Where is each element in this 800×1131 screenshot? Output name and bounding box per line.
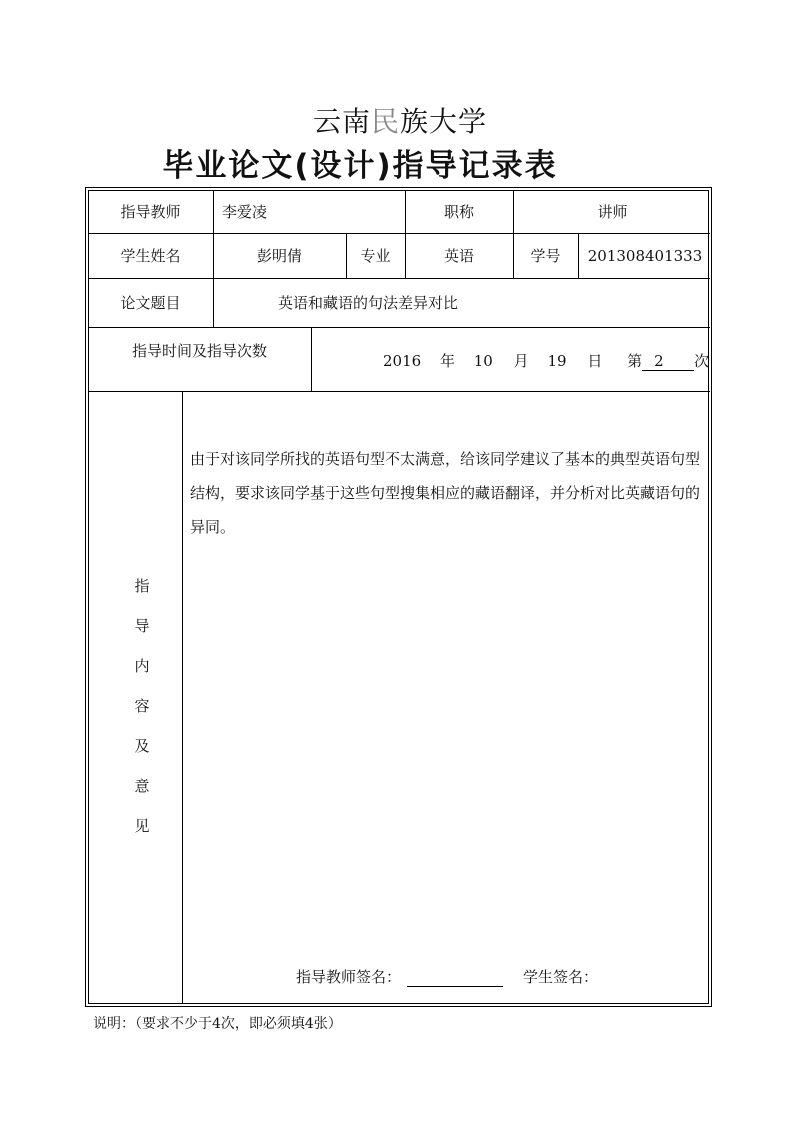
content-label-char: 意 <box>134 777 150 795</box>
column-divider <box>182 391 183 1004</box>
rank-value: 讲师 <box>597 203 628 221</box>
year-value: 2016 <box>383 352 422 370</box>
advisor-signature-label: 指导教师签名： <box>296 968 402 986</box>
advisor-value: 李爱凌 <box>222 203 268 221</box>
time-count-label: 指导时间及指导次数 <box>131 341 267 360</box>
major-value: 英语 <box>443 247 474 265</box>
student-id-label: 学号 <box>530 247 561 265</box>
month-value: 10 <box>473 352 493 370</box>
guidance-content: 由于对该同学所找的英语句型不太满意，给该同学建议了基本的典型英语句型结构，要求该同学基于这些句型搜集相应的藏语翻译，并分析对比英藏语句的异同。 <box>190 450 701 536</box>
rank-label: 职称 <box>443 203 474 221</box>
student-signature-label: 学生签名： <box>523 968 599 986</box>
student-name-label: 学生姓名 <box>120 247 181 265</box>
content-label-char: 及 <box>134 737 150 755</box>
count-suffix: 次 <box>694 352 710 370</box>
day-value: 19 <box>547 352 567 370</box>
content-label-char: 见 <box>134 817 150 835</box>
day-unit: 日 <box>587 352 603 370</box>
form-note: 说明：（要求不少于4次，即必须填4张） <box>93 1016 342 1032</box>
content-label-char: 内 <box>134 657 150 675</box>
column-divider <box>311 327 312 391</box>
topic-value: 英语和藏语的句法差异对比 <box>278 294 459 312</box>
student-id-value: 201308401333 <box>587 246 703 265</box>
content-label <box>132 576 152 856</box>
advisor-signature-field[interactable] <box>407 970 503 987</box>
time-count-value <box>383 350 709 371</box>
year-unit: 年 <box>439 352 455 370</box>
content-label-char: 导 <box>134 617 150 635</box>
advisor-label: 指导教师 <box>120 203 181 221</box>
university-title-part1: 云南 <box>312 105 371 138</box>
signature-row <box>296 966 598 987</box>
major-label: 专业 <box>360 247 391 265</box>
form-title: 毕业论文(设计)指导记录表 <box>162 148 558 184</box>
count-prefix: 第 <box>627 352 643 370</box>
university-title <box>0 100 800 140</box>
university-title-part2: 民 <box>370 105 400 138</box>
month-unit: 月 <box>513 352 529 370</box>
university-title-part3: 族大学 <box>400 105 488 138</box>
count-value: 2 <box>642 352 694 371</box>
topic-label: 论文题目 <box>120 294 181 312</box>
student-name-value: 彭明倩 <box>256 247 302 265</box>
content-label-char: 容 <box>134 697 150 715</box>
column-divider <box>213 278 214 327</box>
content-label-char: 指 <box>134 577 150 595</box>
